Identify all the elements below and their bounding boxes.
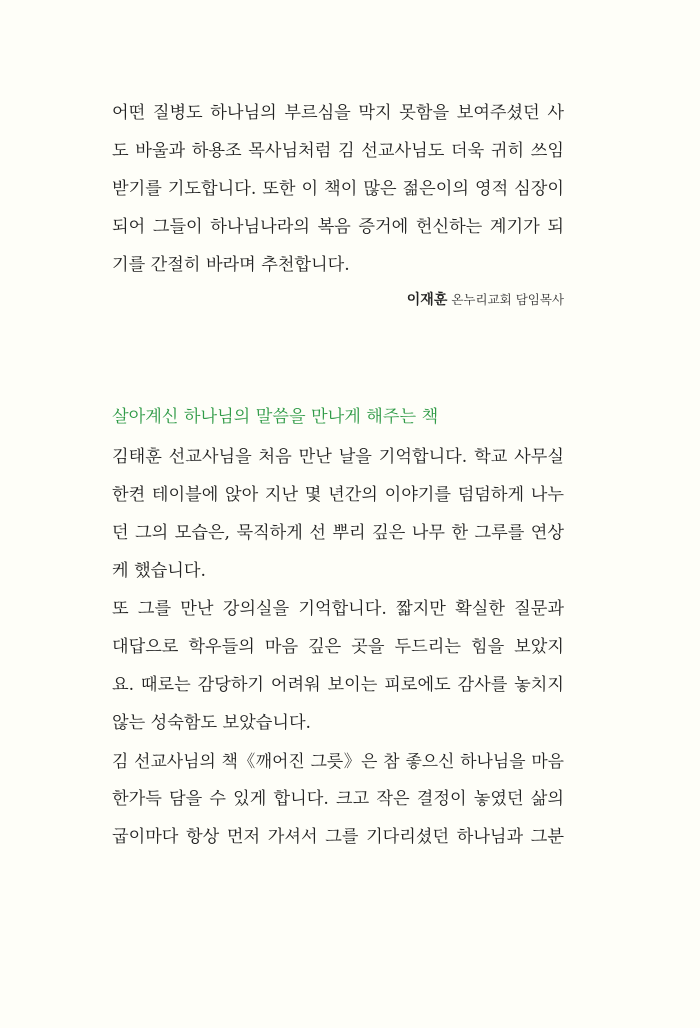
recommendation-paragraph-1: [112, 94, 564, 284]
text-line: 대답으로 학우들의 마음 깊은 곳을 두드리는 힘을 보았지: [112, 637, 564, 657]
text-line: 도 바울과 하용조 목사님처럼 김 선교사님도 더욱 귀히 쓰임: [112, 141, 564, 161]
recommender-role: 온누리교회 담임목사: [451, 292, 564, 307]
text-line: 요. 때로는 감당하기 어려워 보이는 피로에도 감사를 놓치지: [112, 675, 564, 695]
text-line: 굽이마다 항상 먼저 가셔서 그를 기다리셨던 하나님과 그분: [112, 827, 564, 847]
text-line: 되어 그들이 하나님나라의 복음 증거에 헌신하는 계기가 되: [112, 217, 564, 237]
recommender-attribution: [407, 288, 564, 310]
text-line: 던 그의 모습은, 묵직하게 선 뿌리 깊은 나무 한 그루를 연상: [112, 523, 564, 543]
text-line: 한켠 테이블에 앉아 지난 몇 년간의 이야기를 덤덤하게 나누: [112, 485, 564, 505]
section-heading: 살아계신 하나님의 말씀을 만나게 해주는 책: [112, 407, 439, 427]
text-line: 케 했습니다.: [112, 561, 206, 581]
text-line: 받기를 기도합니다. 또한 이 책이 많은 젊은이의 영적 심장이: [112, 179, 564, 199]
text-line: 한가득 담을 수 있게 합니다. 크고 작은 결정이 놓였던 삶의: [112, 789, 564, 809]
text-line: 않는 성숙함도 보았습니다.: [112, 713, 312, 733]
text-line: 기를 간절히 바라며 추천합니다.: [112, 255, 350, 275]
text-line: 또 그를 만난 강의실을 기억합니다. 짧지만 확실한 질문과: [112, 599, 564, 619]
recommender-name: 이재훈: [406, 292, 448, 308]
text-line: 김 선교사님의 책《깨어진 그릇》은 참 좋으신 하나님을 마음: [112, 751, 564, 771]
text-line: 김태훈 선교사님을 처음 만난 날을 기억합니다. 학교 사무실: [112, 447, 564, 467]
recommendation-paragraph-2: [112, 438, 564, 856]
text-line: 어떤 질병도 하나님의 부르심을 막지 못함을 보여주셨던 사: [112, 103, 564, 123]
